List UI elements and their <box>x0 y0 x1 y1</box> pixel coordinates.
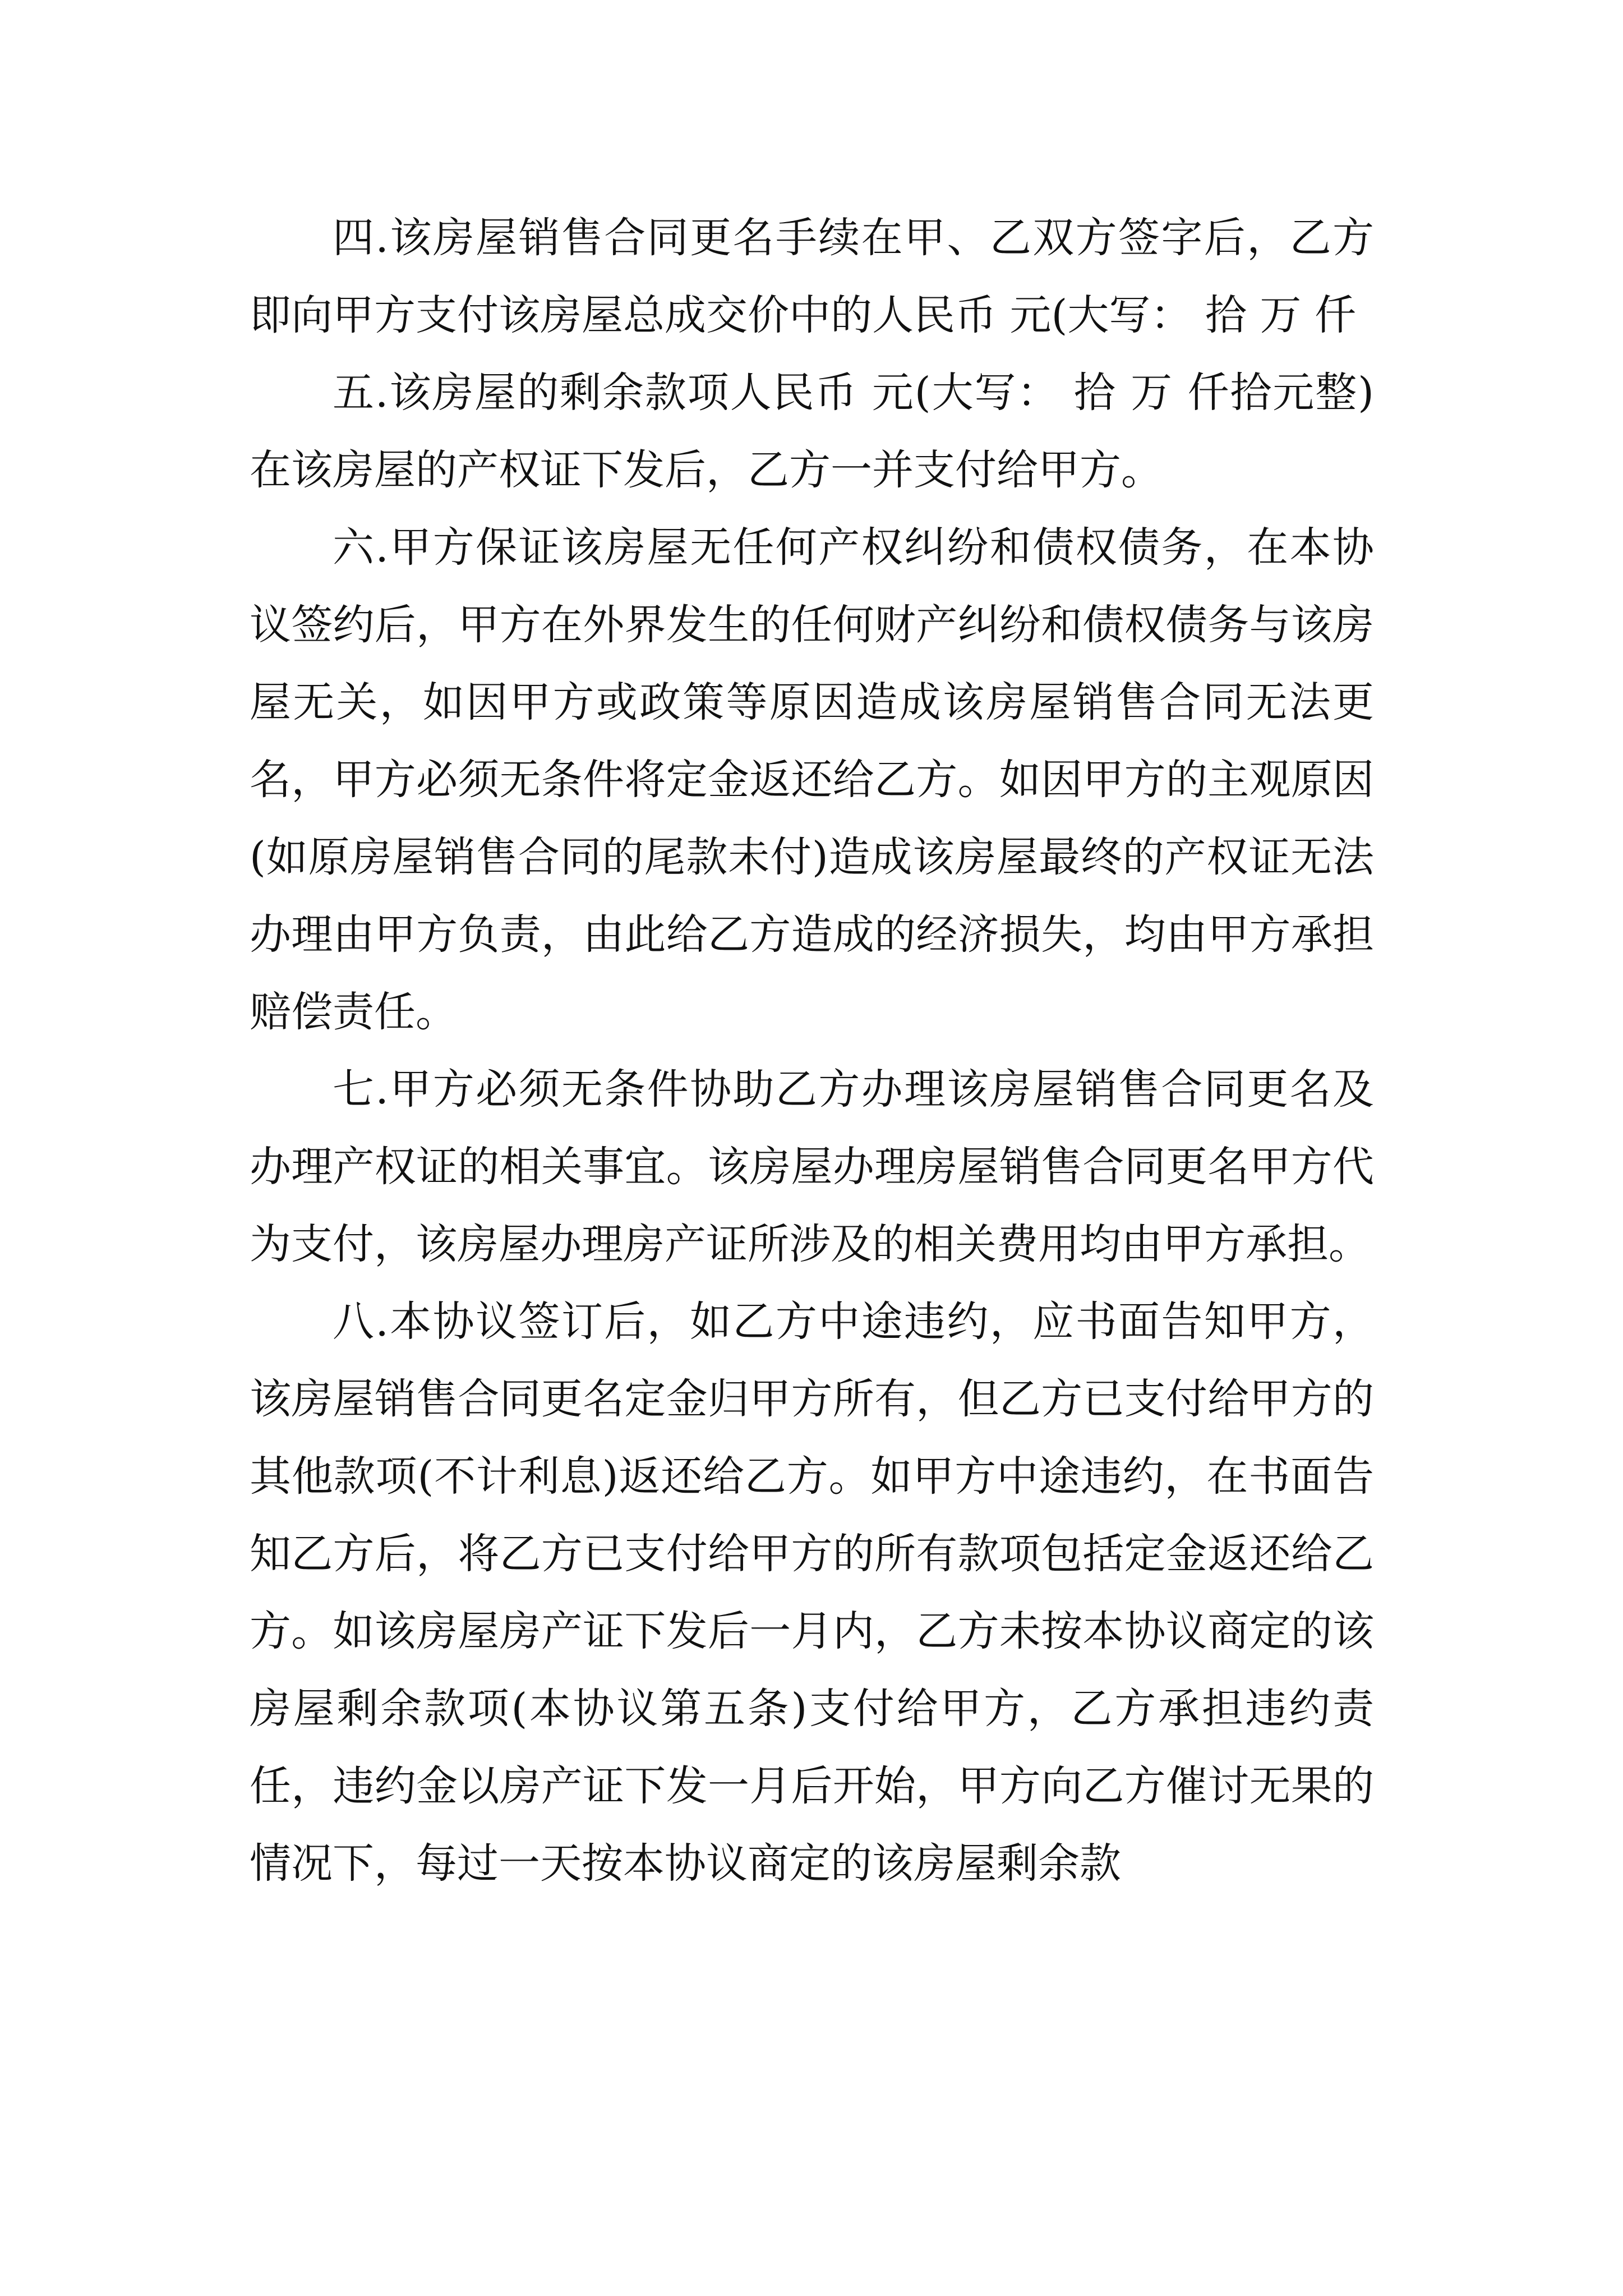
clause-6-paragraph: 六.甲方保证该房屋无任何产权纠纷和债权债务，在本协议签约后，甲方在外界发生的任何财产纠纷和债权债务与该房屋无关，如因甲方或政策等原因造成该房屋销售合同无法更名，甲方必须无条件将定金返还给乙方。如因甲方的主观原因(如原房屋销售合同的尾款未付)造成该房屋最终的产权证无法办理由甲方负责，由此给乙方造成的经济损失，均由甲方承担赔偿责任。 <box>250 523 1374 1036</box>
document-body <box>250 199 1374 1902</box>
clause-4-paragraph: 四.该房屋销售合同更名手续在甲、乙双方签字后，乙方即向甲方支付该房屋总成交价中的人民币 元(大写： 拾 万 仟 <box>250 214 1374 339</box>
clause-7-paragraph: 七.甲方必须无条件协助乙方办理该房屋销售合同更名及办理产权证的相关事宜。该房屋办理房屋销售合同更名甲方代为支付，该房屋办理房产证所涉及的相关费用均由甲方承担。 <box>250 1065 1374 1268</box>
clause-8-paragraph: 八.本协议签订后，如乙方中途违约，应书面告知甲方，该房屋销售合同更名定金归甲方所有，但乙方已支付给甲方的其他款项(不计利息)返还给乙方。如甲方中途违约，在书面告知乙方后，将乙方已支付给甲方的所有款项包括定金返还给乙方。如该房屋房产证下发后一月内，乙方未按本协议商定的该房屋剩余款项(本协议第五条)支付给甲方，乙方承担违约责任，违约金以房产证下发一月后开始，甲方向乙方催讨无果的情况下，每过一天按本协议商定的该房屋剩余款 <box>250 1297 1374 1888</box>
clause-5-paragraph: 五.该房屋的剩余款项人民币 元(大写： 拾 万 仟拾元整)在该房屋的产权证下发后，乙方一并支付给甲方。 <box>250 369 1374 494</box>
